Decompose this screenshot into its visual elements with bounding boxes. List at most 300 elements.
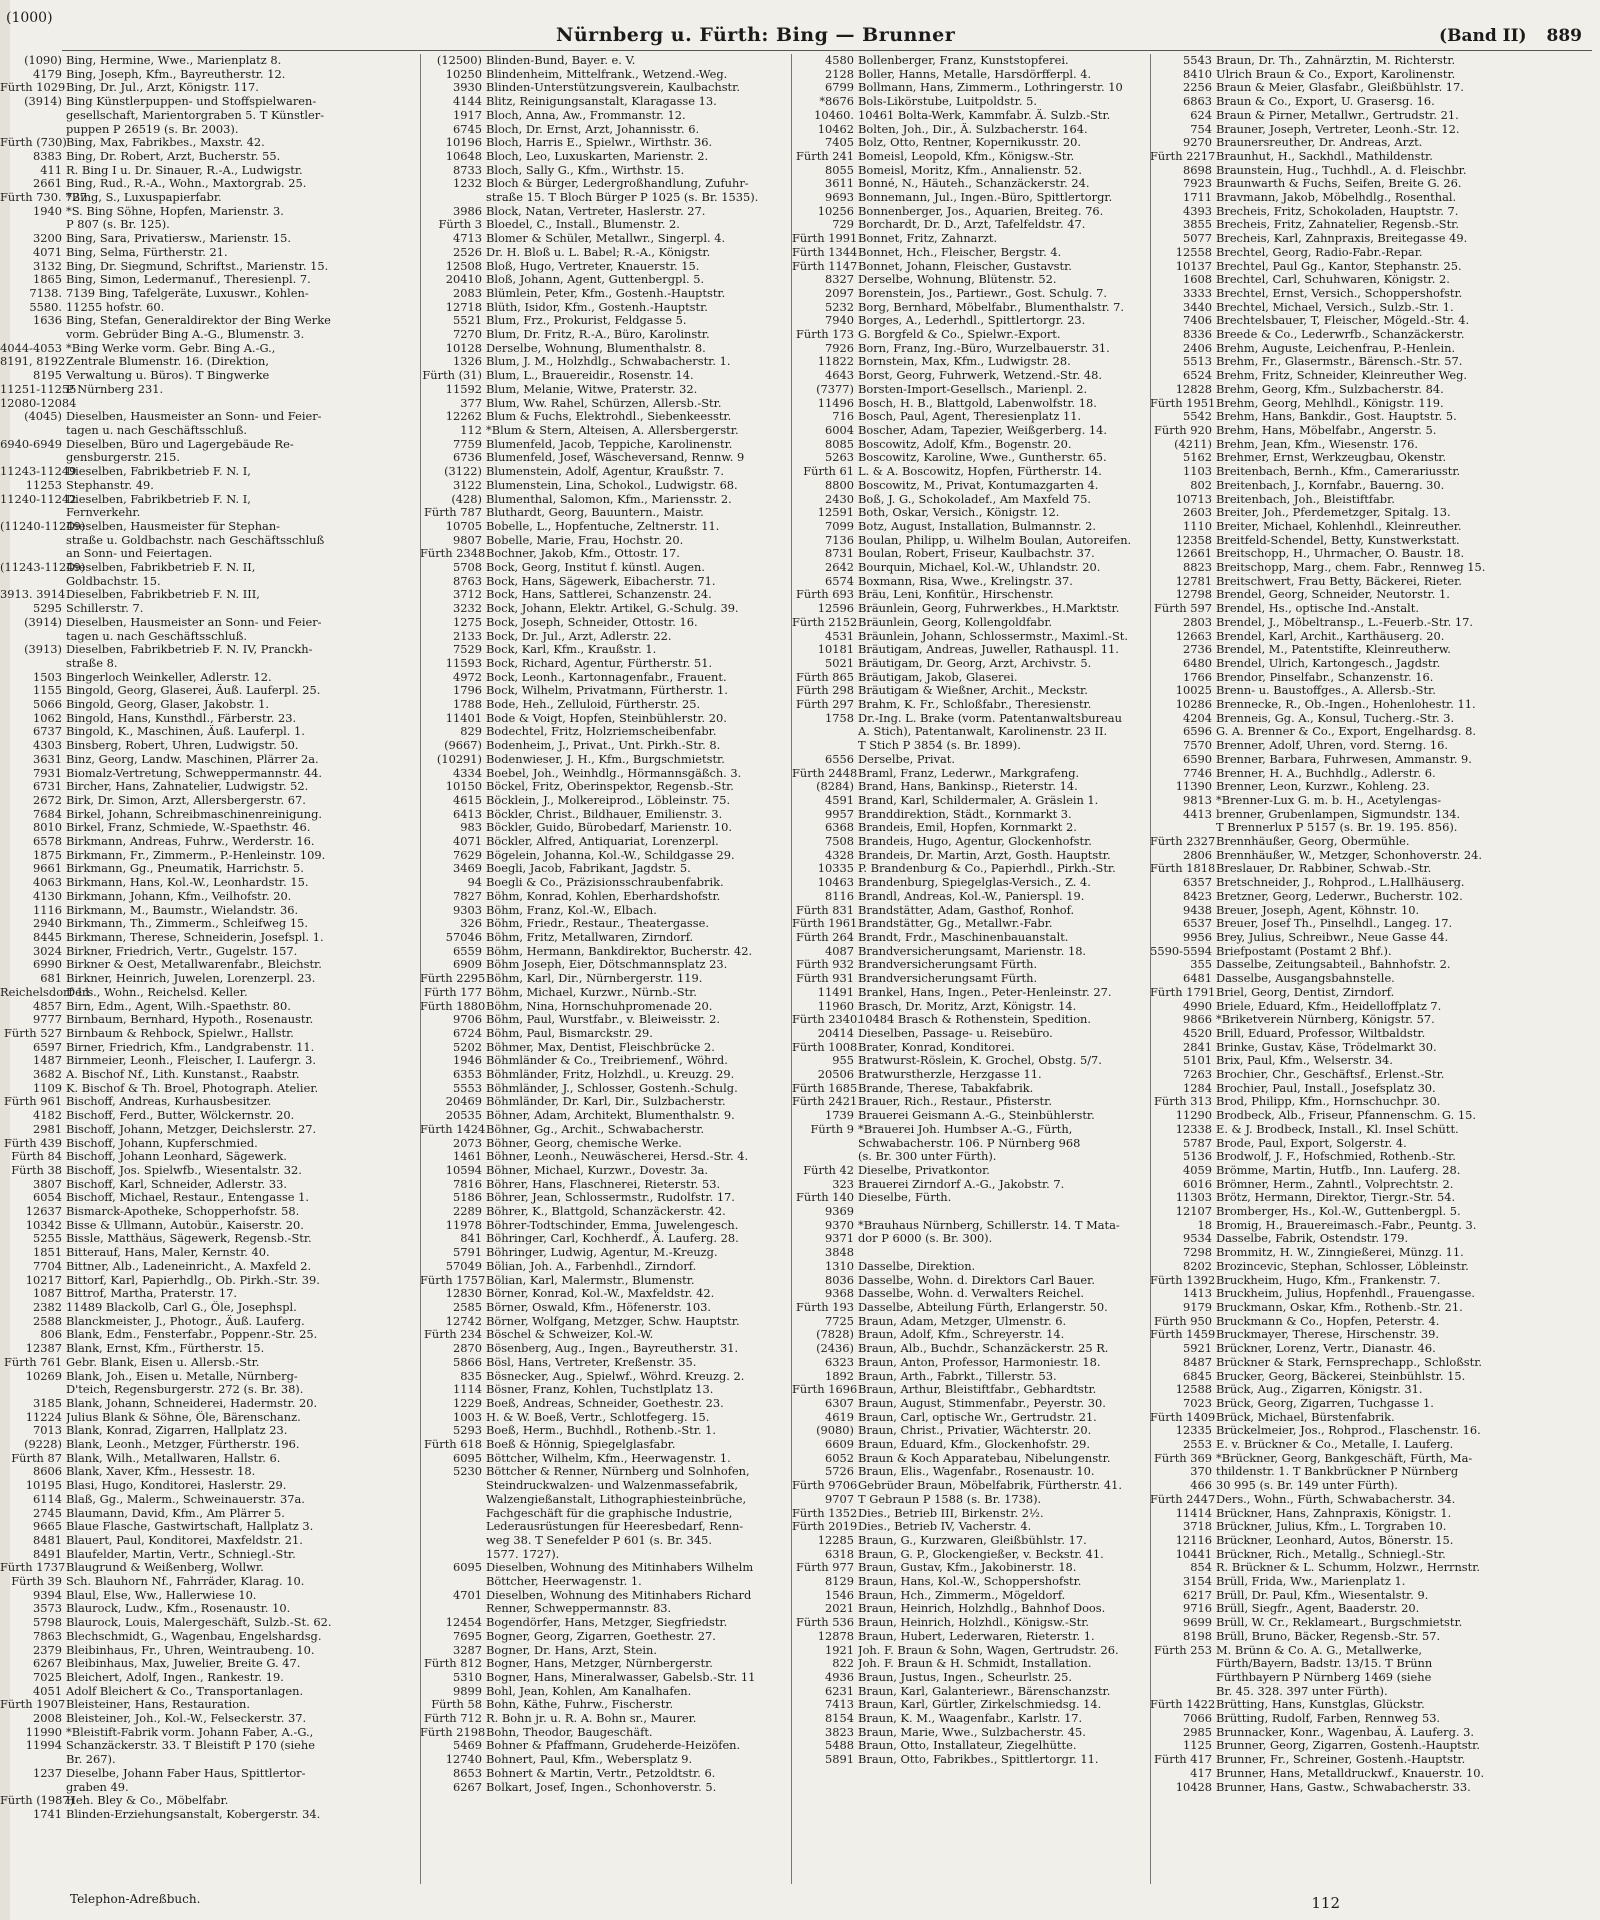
directory-entry: [0, 1219, 418, 1233]
phone-number: [0, 1753, 66, 1767]
directory-entry: [0, 424, 418, 438]
directory-entry: [792, 1479, 1170, 1493]
directory-entry: [0, 218, 418, 232]
phone-number: Fürth 38: [11, 1163, 62, 1177]
directory-entry: [0, 355, 418, 369]
phone-number: 7926: [825, 341, 854, 355]
directory-entry: [792, 301, 1170, 315]
directory-entry: [420, 1616, 792, 1630]
directory-entry: [792, 520, 1170, 534]
entry-text: Brüll, Bruno, Bäcker, Regensb.-Str. 57.: [1216, 1629, 1441, 1643]
phone-number: Fürth 693: [796, 588, 854, 602]
directory-entry: [0, 273, 418, 287]
phone-number: 854: [1190, 1561, 1212, 1575]
entry-text: Bleisteiner, Joh., Kol.-W., Felseckerstr. 37.: [66, 1712, 307, 1726]
phone-number: (9228): [24, 1438, 62, 1452]
directory-entry: [792, 1671, 1170, 1685]
phone-number: 4643: [825, 369, 854, 383]
directory-entry: [420, 1164, 792, 1178]
entry-text: Brunner, Fr., Schreiner, Gostenh.-Hauptstr.: [1216, 1753, 1466, 1767]
entry-text: straße 8.: [66, 656, 118, 670]
entry-text: *Bing Werke vorm. Gebr. Bing A.-G.,: [66, 341, 276, 355]
directory-entry: [792, 136, 1170, 150]
entry-text: Brenner, H. A., Buchhdlg., Adlerstr. 6.: [1216, 766, 1436, 780]
entry-text: Bleibinhaus, Fr., Uhren, Weintraubeng. 10.: [66, 1643, 315, 1657]
phone-number: 11390: [1175, 780, 1212, 794]
entry-text: 10484 Brasch & Rothenstein, Spedition.: [858, 1013, 1092, 1027]
phone-number: 6578: [33, 835, 62, 849]
phone-number: 10705: [445, 519, 482, 533]
entry-text: Breitschopp, Marg., chem. Fabr., Rennweg 15.: [1216, 561, 1486, 575]
phone-number: 11290: [1175, 1109, 1212, 1123]
phone-number: 4303: [33, 739, 62, 753]
phone-number: 11822: [817, 355, 854, 369]
phone-number: 12558: [1175, 245, 1212, 259]
entry-text: Bruckheim, Hugo, Kfm., Frankenstr. 7.: [1216, 1273, 1441, 1287]
phone-number: 716: [832, 410, 854, 424]
phone-number: Fürth 9: [810, 1122, 854, 1136]
directory-entry: [420, 218, 792, 232]
entry-text: Bingold, K., Maschinen, Äuß. Lauferpl. 1.: [66, 725, 305, 739]
entry-text: Birnbaum, Bernhard, Hypoth., Rosenaustr.: [66, 1013, 314, 1027]
directory-entry: [1150, 561, 1598, 575]
directory-entry: [1150, 1753, 1598, 1767]
directory-entry: [420, 95, 792, 109]
entry-text: Bodenwieser, J. H., Kfm., Burgschmietstr.: [486, 752, 725, 766]
phone-number: 12591: [817, 506, 854, 520]
directory-entry: [0, 1602, 418, 1616]
directory-entry: [0, 1164, 418, 1178]
directory-entry: [0, 1438, 418, 1452]
phone-number: 5798: [33, 1616, 62, 1630]
directory-entry: [0, 1808, 418, 1822]
entry-text: Bing, Dr. Siegmund, Schriftst., Marienstr. 15.: [66, 259, 329, 273]
entry-text: Böttcher & Renner, Nürnberg und Solnhofen,: [486, 1465, 750, 1479]
directory-entry: [792, 561, 1170, 575]
directory-entry: [792, 1616, 1170, 1630]
entry-text: A. Bischof Nf., Lith. Kunstanst., Raabstr.: [66, 1068, 300, 1082]
directory-entry: [1150, 1630, 1598, 1644]
entry-text: Birkel, Franz, Schmiede, W.-Spaethstr. 46.: [66, 821, 311, 835]
phone-number: Fürth 61: [803, 465, 854, 479]
phone-number: 5101: [1183, 1054, 1212, 1068]
directory-entry: [792, 1246, 1170, 1260]
directory-entry: [420, 150, 792, 164]
phone-number: 2083: [453, 286, 482, 300]
directory-entry: [1150, 1698, 1598, 1712]
directory-entry: [0, 1342, 418, 1356]
entry-text: Bomeisl, Leopold, Kfm., Königsw.-Str.: [858, 149, 1075, 163]
phone-number: (4045): [24, 410, 62, 424]
phone-number: 5553: [453, 1081, 482, 1095]
entry-text: Dr.-Ing. L. Brake (vorm. Patentanwaltsbureau: [858, 711, 1122, 725]
directory-entry: [0, 1246, 418, 1260]
entry-text: Brankel, Hans, Ingen., Peter-Henleinstr. 27.: [858, 985, 1112, 999]
directory-entry: [420, 1027, 792, 1041]
entry-text: T Brennerlux P 5157 (s. Br. 19. 195. 856).: [1216, 821, 1458, 835]
phone-number: 1003: [453, 1410, 482, 1424]
phone-number: 1461: [453, 1150, 482, 1164]
entry-text: Blüth, Isidor, Kfm., Gostenh.-Hauptstr.: [486, 300, 708, 314]
entry-text: Birkner & Oest, Metallwarenfabr., Bleichstr.: [66, 958, 322, 972]
phone-number: 624: [1190, 108, 1212, 122]
directory-entry: [0, 1685, 418, 1699]
entry-text: Brennhäußer, W., Metzger, Schonhoverstr. 24.: [1216, 848, 1483, 862]
entry-text: Blinden-Erziehungsanstalt, Kobergerstr. 34.: [66, 1808, 321, 1821]
directory-entry: [420, 1274, 792, 1288]
directory-entry: [792, 1150, 1170, 1164]
directory-entry: [1150, 890, 1598, 904]
phone-number: 11253: [25, 478, 62, 492]
phone-number: 6267: [453, 1780, 482, 1794]
directory-entry: [420, 1191, 792, 1205]
phone-number: 7298: [1183, 1246, 1212, 1260]
entry-text: Bruckmann, Oskar, Kfm., Rothenb.-Str. 21.: [1216, 1300, 1463, 1314]
phone-number: Fürth 1791: [1150, 985, 1216, 999]
entry-text: Braun, K. M., Waagenfabr., Karlstr. 17.: [858, 1712, 1083, 1726]
entry-text: Breuer, Joseph, Agent, Köhnstr. 10.: [1216, 903, 1420, 917]
entry-text: Derselbe, Privat.: [858, 752, 955, 766]
entry-text: Böckler, Christ., Bildhauer, Emilienstr. 3.: [486, 807, 723, 821]
phone-number: 20535: [445, 1109, 482, 1123]
directory-entry: [420, 588, 792, 602]
directory-entry: [1150, 602, 1598, 616]
entry-text: L. & A. Boscowitz, Hopfen, Fürtherstr. 14.: [858, 465, 1102, 479]
entry-text: Brucker, Georg, Bäckerei, Steinbühlstr. 15.: [1216, 1369, 1466, 1383]
directory-entry: [0, 1657, 418, 1671]
entry-text: Bingold, Hans, Kunsthdl., Färberstr. 23.: [66, 711, 297, 725]
phone-number: 7066: [1183, 1712, 1212, 1726]
phone-number: 983: [460, 821, 482, 835]
phone-number: 2841: [1183, 1040, 1212, 1054]
entry-text: puppen P 26519 (s. Br. 2003).: [66, 122, 239, 136]
phone-number: Fürth 1008: [792, 1040, 858, 1054]
phone-number: [0, 424, 66, 438]
directory-entry: [1150, 1602, 1598, 1616]
directory-entry: [420, 890, 792, 904]
phone-number: 4204: [1183, 711, 1212, 725]
phone-number: 3185: [33, 1396, 62, 1410]
entry-text: H. & W. Boeß, Vertr., Schlotfegerg. 15.: [486, 1410, 710, 1424]
entry-text: Brandversicherungsamt, Marienstr. 18.: [858, 944, 1087, 958]
entry-text: Brandstätter, Gg., Metallwr.-Fabr.: [858, 917, 1053, 931]
directory-entry: [792, 1561, 1170, 1575]
phone-number: Fürth 787: [424, 506, 482, 520]
phone-number: 6736: [453, 451, 482, 465]
entry-text: Boegli, Jacob, Fabrikant, Jagdstr. 5.: [486, 862, 691, 876]
phone-number: 2008: [33, 1712, 62, 1726]
phone-number: 3440: [1183, 300, 1212, 314]
entry-text: Borst, Georg, Fuhrwerk, Wetzend.-Str. 48.: [858, 369, 1102, 383]
phone-number: (3913): [24, 643, 62, 657]
directory-entry: [0, 862, 418, 876]
directory-entry: [0, 1575, 418, 1589]
entry-text: Brückner & Stark, Fernsprechapp., Schloßstr.: [1216, 1355, 1483, 1369]
entry-text: P. Brandenburg & Co., Papierhdl., Pirkh.-Str.: [858, 862, 1116, 876]
phone-number: 4334: [453, 766, 482, 780]
phone-number: 5230: [453, 1465, 482, 1479]
entry-text: Bösenberg, Aug., Ingen., Bayreutherstr. 31.: [486, 1342, 739, 1356]
entry-text: Brauerei Zirndorf A.-G., Jakobstr. 7.: [858, 1177, 1065, 1191]
directory-entry: [0, 1287, 418, 1301]
entry-text: Bleibinhaus, Max, Juwelier, Breite G. 47.: [66, 1657, 301, 1671]
phone-number: [0, 657, 66, 671]
phone-number: (7377): [816, 382, 854, 396]
directory-entry: [792, 314, 1170, 328]
directory-entry: [0, 698, 418, 712]
phone-number: [792, 1137, 858, 1151]
entry-text: Bing, Hermine, Wwe., Marienplatz 8.: [66, 54, 282, 67]
phone-number: 12661: [1175, 547, 1212, 561]
directory-entry: [0, 849, 418, 863]
entry-text: Bohnert, Paul, Kfm., Webersplatz 9.: [486, 1753, 693, 1767]
entry-text: Birkmann, Gg., Pneumatik, Harrichstr. 5.: [66, 862, 304, 876]
directory-entry: [792, 1726, 1170, 1740]
entry-text: Böhner, Georg, chemische Werke.: [486, 1136, 682, 1150]
entry-text: Brauerei Geismann A.-G., Steinbühlerstr.: [858, 1109, 1095, 1123]
entry-text: Boscowitz, Karoline, Wwe., Guntherstr. 65.: [858, 451, 1107, 465]
phone-number: [0, 109, 66, 123]
phone-number: Fürth 1685: [792, 1081, 858, 1095]
entry-text: Blaugrund & Weißenberg, Wollwr.: [66, 1561, 264, 1575]
directory-entry: [420, 1054, 792, 1068]
entry-text: Braun, Arth., Fabrkt., Tillerstr. 53.: [858, 1369, 1057, 1383]
entry-text: Blumenstein, Lina, Schokol., Ludwigstr. 68.: [486, 478, 738, 492]
directory-entry: [0, 1616, 418, 1630]
directory-entry: [420, 1424, 792, 1438]
entry-text: Brüll, Frida, Ww., Marienplatz 1.: [1216, 1575, 1406, 1589]
directory-entry: [0, 1465, 418, 1479]
phone-number: 11414: [1175, 1506, 1212, 1520]
phone-number: 9371: [825, 1232, 854, 1246]
entry-text: Bomeisl, Moritz, Kfm., Annalienstr. 52.: [858, 163, 1082, 177]
directory-entry: [0, 1383, 418, 1397]
entry-text: Braunstein, Hug., Tuchhdl., A. d. Fleischbr.: [1216, 163, 1467, 177]
phone-number: [1150, 821, 1216, 835]
entry-text: Dieselbe, Privatkontor.: [858, 1163, 990, 1177]
phone-number: 5521: [453, 314, 482, 328]
directory-entry: [792, 1178, 1170, 1192]
phone-number: Fürth 1422: [1150, 1698, 1216, 1712]
directory-entry: [0, 465, 418, 479]
directory-entry: [420, 780, 792, 794]
phone-number: 12878: [817, 1629, 854, 1643]
entry-text: Böhringer, Ludwig, Agentur, M.-Kreuzg.: [486, 1246, 718, 1260]
directory-entry: [1150, 849, 1598, 863]
phone-number: 12080-12084: [0, 396, 77, 410]
entry-text: Dr. H. Bloß u. L. Babel; R.-A., Königstr.: [486, 245, 711, 259]
entry-text: Bloch, Dr. Ernst, Arzt, Johannisstr. 6.: [486, 122, 700, 136]
directory-entry: [792, 986, 1170, 1000]
phone-number: 20506: [817, 1068, 854, 1082]
entry-text: Boscowitz, Adolf, Kfm., Bogenstr. 20.: [858, 437, 1072, 451]
entry-text: Bischoff, Johann, Metzger, Deichslerstr. 27.: [66, 1122, 317, 1136]
entry-text: Brüll, Dr. Paul, Kfm., Wiesentalstr. 9.: [1216, 1588, 1429, 1602]
phone-number: 10460.: [814, 108, 854, 122]
phone-number: 6745: [453, 122, 482, 136]
entry-text: T Gebraun P 1588 (s. Br. 1738).: [858, 1492, 1042, 1506]
directory-entry: [420, 917, 792, 931]
entry-text: R. Bohn jr. u. R. A. Bohn sr., Maurer.: [486, 1712, 697, 1726]
entry-text: Blitz, Reinigungsanstalt, Klaragasse 13.: [486, 95, 717, 109]
directory-entry: [420, 849, 792, 863]
directory-entry: [1150, 1548, 1598, 1562]
phone-number: 8823: [1183, 561, 1212, 575]
directory-entry: [1150, 917, 1598, 931]
phone-number: 3930: [453, 81, 482, 95]
phone-number: 5921: [1183, 1342, 1212, 1356]
entry-text: Brehm, Jean, Kfm., Wiesenstr. 176.: [1216, 437, 1419, 451]
entry-text: straße u. Goldbachstr. nach Geschäftsschluß: [66, 533, 325, 547]
directory-entry: [0, 123, 418, 137]
directory-entry: [420, 68, 792, 82]
entry-text: Br. 267).: [66, 1753, 116, 1767]
entry-text: Bollmann, Hans, Zimmerm., Lothringerstr. 10: [858, 81, 1123, 95]
directory-entry: [1150, 1767, 1598, 1781]
directory-entry: [0, 1260, 418, 1274]
phone-number: 11994: [25, 1739, 62, 1753]
phone-number: Fürth 9706: [792, 1479, 858, 1493]
entry-text: Heh. Bley & Co., Möbelfabr.: [66, 1794, 229, 1808]
phone-number: 5202: [453, 1040, 482, 1054]
phone-number: 4071: [453, 835, 482, 849]
directory-entry: [1150, 643, 1598, 657]
directory-entry: [420, 1753, 792, 1767]
phone-number: 9179: [1183, 1300, 1212, 1314]
phone-number: 12107: [1175, 1205, 1212, 1219]
phone-number: 20469: [445, 1095, 482, 1109]
directory-entry: [792, 81, 1170, 95]
directory-entry: [792, 109, 1170, 123]
entry-text: Brodbeck, Alb., Friseur, Pfannenschm. G. 15.: [1216, 1109, 1476, 1123]
phone-number: Fürth (1987): [0, 1794, 75, 1808]
entry-text: Brill, Eduard, Professor, Wiltbaldstr.: [1216, 1026, 1426, 1040]
phone-number: 1125: [1183, 1739, 1212, 1753]
phone-number: [0, 451, 66, 465]
entry-text: Brochier, Chr., Geschäftsf., Erlenst.-Str.: [1216, 1068, 1445, 1082]
directory-entry: [420, 1178, 792, 1192]
entry-text: Bräunlein, Georg, Fuhrwerkbes., H.Marktstr.: [858, 602, 1120, 616]
phone-number: 7940: [825, 314, 854, 328]
directory-entry: [420, 164, 792, 178]
phone-number: 806: [40, 1328, 62, 1342]
directory-entry: [0, 1027, 418, 1041]
entry-text: Fürthbayern P Nürnberg 1469 (siehe: [1216, 1670, 1432, 1684]
entry-text: Borges, A., Lederhdl., Spittlertorgr. 23.: [858, 314, 1086, 328]
entry-text: Bohl, Jean, Kohlen, Am Kanalhafen.: [486, 1684, 692, 1698]
phone-number: 6114: [33, 1492, 62, 1506]
directory-entry: [0, 81, 418, 95]
directory-entry: [1150, 904, 1598, 918]
phone-number: [0, 506, 66, 520]
directory-entry: [792, 369, 1170, 383]
directory-entry: [1150, 630, 1598, 644]
entry-text: Bleichert, Adolf, Ingen., Rankestr. 19.: [66, 1670, 284, 1684]
entry-text: Braun, Eduard, Kfm., Glockenhofstr. 29.: [858, 1438, 1090, 1452]
phone-number: 6990: [33, 958, 62, 972]
entry-text: Breitschwert, Frau Betty, Bäckerei, Rieter.: [1216, 574, 1462, 588]
directory-entry: [1150, 493, 1598, 507]
directory-entry: [0, 1739, 418, 1753]
entry-text: Birnmeier, Leonh., Fleischer, I. Laufergr. 3.: [66, 1054, 316, 1068]
directory-entry: [0, 1630, 418, 1644]
phone-number: Fürth 761: [4, 1355, 62, 1369]
phone-number: 11990: [25, 1725, 62, 1739]
entry-text: Blaumann, David, Kfm., Am Plärrer 5.: [66, 1506, 285, 1520]
phone-number: 6537: [1183, 917, 1212, 931]
phone-number: 9813: [1183, 793, 1212, 807]
directory-entry: [0, 1424, 418, 1438]
directory-entry: [1150, 739, 1598, 753]
entry-text: Zentrale Blumenstr. 16. (Direktion,: [66, 355, 269, 369]
entry-text: Brüll, W. Cr., Reklameart., Burgschmietstr.: [1216, 1616, 1463, 1630]
phone-number: Fürth 2448: [792, 766, 858, 780]
directory-entry: [420, 81, 792, 95]
directory-entry: [0, 821, 418, 835]
entry-text: Blauert, Paul, Konditorei, Maxfeldstr. 21.: [66, 1533, 303, 1547]
phone-number: 10217: [25, 1273, 62, 1287]
directory-entry: [420, 1137, 792, 1151]
phone-number: 8129: [825, 1575, 854, 1589]
directory-entry: [0, 1095, 418, 1109]
phone-number: Fürth 1991: [792, 232, 858, 246]
entry-text: Bretschneider, J., Rohprod., L.Hallhäuserg.: [1216, 876, 1465, 890]
phone-number: Fürth 241: [796, 149, 854, 163]
entry-text: Böhner, Gg., Archit., Schwabacherstr.: [486, 1122, 705, 1136]
directory-entry: [420, 1205, 792, 1219]
entry-text: Böcklein, J., Molkereiprod., Löbleinstr. 75.: [486, 793, 731, 807]
entry-text: Dieselben, Fabrikbetrieb F. N. IV, Pranckh-: [66, 643, 313, 657]
phone-number: Fürth 527: [4, 1026, 62, 1040]
entry-text: Borsten-Import-Gesellsch., Marienpl. 2.: [858, 382, 1088, 396]
entry-text: Brix, Paul, Kfm., Welserstr. 34.: [1216, 1054, 1393, 1068]
directory-entry: [1150, 588, 1598, 602]
phone-number: 1155: [33, 684, 62, 698]
directory-entry: [420, 54, 792, 68]
entry-text: Blum, Dr. Fritz, R.-A., Büro, Karolinstr.: [486, 328, 710, 342]
phone-number: 8445: [33, 931, 62, 944]
entry-text: Boscowitz, M., Privat, Kontumazgarten 4.: [858, 478, 1099, 492]
header-rule: [62, 50, 1592, 51]
entry-text: Braun, Justus, Ingen., Scheurlstr. 25.: [858, 1670, 1072, 1684]
phone-number: 10286: [1175, 698, 1212, 712]
phone-number: 8085: [825, 437, 854, 451]
directory-entry: [0, 1041, 418, 1055]
directory-entry: [792, 698, 1170, 712]
phone-number: 5726: [825, 1465, 854, 1479]
entry-text: Sch. Blauhorn Nf., Fahrräder, Klarag. 10.: [66, 1575, 305, 1589]
entry-text: gensburgerstr. 215.: [66, 451, 180, 465]
entry-text: Bösner, Franz, Kohlen, Tuchstlplatz 13.: [486, 1383, 714, 1397]
directory-entry: [0, 1753, 418, 1767]
entry-text: Braun, Dr. Th., Zahnärztin, M. Richterstr.: [1216, 54, 1456, 67]
directory-entry: [792, 1137, 1170, 1151]
directory-entry: [792, 1315, 1170, 1329]
phone-number: 2588: [33, 1314, 62, 1328]
entry-text: Briefpostamt (Postamt 2 Bhf.).: [1216, 944, 1392, 958]
directory-entry: [420, 314, 792, 328]
entry-text: *Briketverein Nürnberg, Königstr. 57.: [1216, 1013, 1435, 1027]
phone-number: 9665: [33, 1520, 62, 1534]
phone-number: 10150: [445, 780, 482, 794]
directory-entry: [0, 671, 418, 685]
entry-text: Bonnet, Hch., Fleischer, Bergstr. 4.: [858, 245, 1062, 259]
phone-number: 7099: [825, 519, 854, 533]
directory-entry: [420, 1507, 792, 1521]
entry-text: Bosch, Paul, Agent, Theresienplatz 11.: [858, 410, 1082, 424]
entry-text: Brinke, Gustav, Käse, Trödelmarkt 30.: [1216, 1040, 1437, 1054]
directory-entry: [792, 739, 1170, 753]
